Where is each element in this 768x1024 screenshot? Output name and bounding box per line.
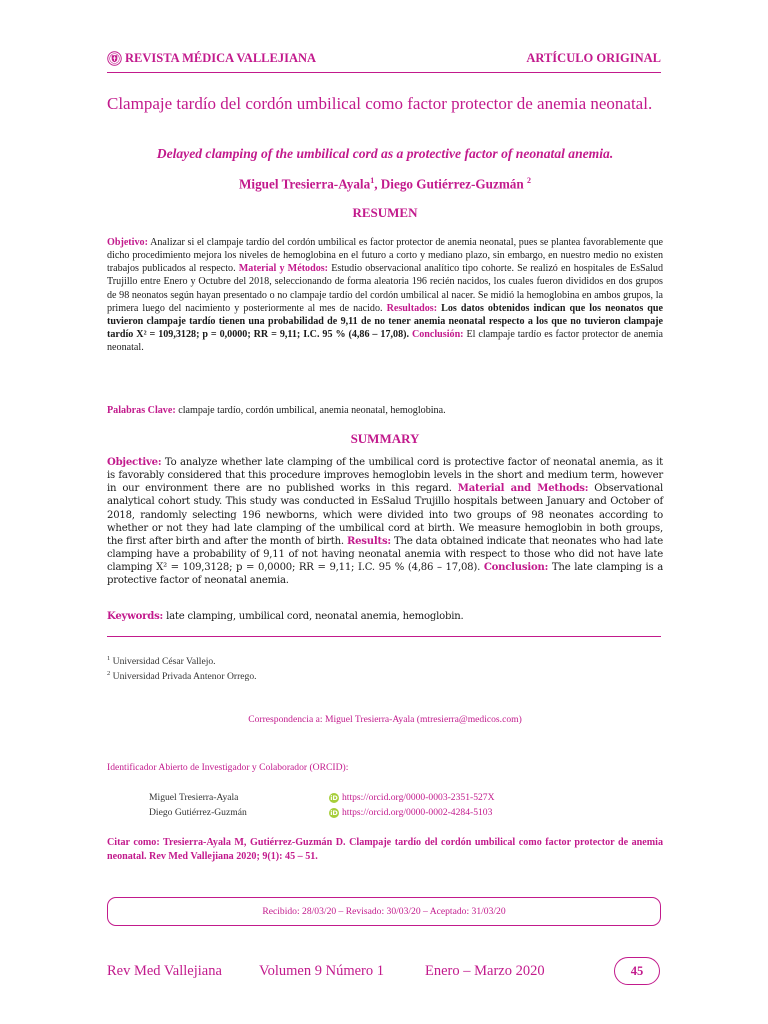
correspondence: Correspondencia a: Miguel Tresierra-Ayala (mtresierra@medicos.com)	[248, 714, 522, 725]
header-divider	[107, 72, 661, 73]
article-title-spanish: Clampaje tardío del cordón umbilical como factor protector de anemia neonatal.	[107, 94, 653, 113]
methods-text: Observational analytical cohort study. This study was conducted in EsSalud Trujillo hospitals between January and October of 2018, randomly selecting 196 newborns, which were divided into two groups of 98 neonates according to whether or not they had late clamping of the umbilical cord at birth. We measure hemoglobin in both groups, the first after birth and after the month of birth.	[107, 483, 663, 547]
affiliation-text: Universidad César Vallejo.	[110, 656, 216, 668]
journal-seal-icon	[107, 51, 122, 66]
footer-journal: Rev Med Vallejiana	[107, 962, 222, 979]
material-label: Material y Métodos:	[238, 263, 329, 275]
results-label: Results:	[346, 535, 391, 547]
orcid-icon: iD	[330, 793, 338, 802]
affiliation-mark: 1	[107, 655, 111, 662]
footer-volume: Volumen 9 Número 1	[259, 962, 384, 979]
author-name: Miguel Tresierra-Ayala	[238, 176, 371, 192]
objetivo-label: Objetivo:	[107, 237, 148, 248]
author-name: Diego Gutiérrez-Guzmán	[380, 176, 524, 192]
keywords	[107, 610, 663, 623]
palabras-clave-label: Palabras Clave:	[107, 405, 176, 416]
author-list	[107, 176, 663, 192]
objetivo-text: Analizar si el clampaje tardío del cordón umbilical es factor protector de anemia neonatal, pues se plantea favorablemente que dicho procedimiento mejora los niveles de hemoglobina en el futuro a corto y mediano plazo, sin embargo, en nuestro medio no existen trabajos publicados al respecto.	[107, 237, 663, 275]
conclusion-text-en: The late clamping is a protective factor of neonatal anemia.	[107, 562, 663, 587]
orcid-link[interactable]	[329, 807, 492, 818]
dates-box	[107, 897, 661, 926]
orcid-url[interactable]: https://orcid.org/0000-0003-2351-527X	[342, 792, 495, 803]
affiliation-mark: 2	[107, 670, 111, 677]
author-affiliation-mark: 1	[370, 176, 375, 185]
resumen-body	[107, 236, 663, 354]
page-number: 45	[614, 957, 660, 985]
objective-label: Objective:	[107, 457, 162, 468]
section-divider	[107, 636, 661, 637]
affiliation-2	[107, 670, 257, 682]
page-footer	[107, 960, 663, 982]
conclusion-label: Conclusión:	[411, 329, 464, 341]
affiliation-text: Universidad Privada Antenor Orrego.	[110, 671, 257, 683]
affiliation-1	[107, 655, 216, 667]
orcid-link[interactable]	[329, 792, 495, 803]
summary-body	[107, 456, 663, 588]
author-separator: ,	[374, 176, 381, 192]
orcid-heading: Identificador Abierto de Investigador y Colaborador (ORCID):	[107, 762, 349, 773]
orcid-author-name: Diego Gutiérrez-Guzmán	[149, 807, 247, 818]
journal-title: REVISTA MÉDICA VALLEJIANA	[125, 50, 317, 65]
citation: Citar como: Tresierra-Ayala M, Gutiérrez-Guzmán D. Clampaje tardío del cordón umbilical como factor protector de anemia neonatal. Rev Med Vallejiana 2020; 9(1): 45 – 51.	[107, 837, 663, 862]
submission-dates: Recibido: 28/03/20 – Revisado: 30/03/20 – Aceptado: 31/03/20	[262, 906, 506, 917]
footer-period: Enero – Marzo 2020	[425, 962, 545, 979]
results-text: The data obtained indicate that neonates who had late clamping have a probability of 9,11 of not having neonatal anemia with respect to those who did not have late clamping X² = 109,3128; p = 0,0000; RR = 9,11; I.C. 95 % (4,86 – 17,08).	[107, 535, 663, 574]
material-text: Estudio observacional analítico tipo cohorte. Se realizó en hospitales de EsSalud Trujillo entre Enero y Octubre del 2018, seleccionando de forma aleatoria 196 recién nacidos, los cuales fueron divididos en dos grupos de 98 neonatos según hayan presentado o no clampaje tardío del cordón umbilical al nacer. Se midió la hemoglobina en ambos grupos, la primera luego del nacimiento y posteriormente al mes de nacido.	[107, 263, 663, 314]
summary-heading: SUMMARY	[350, 431, 420, 446]
resultados-text: Los datos obtenidos indican que los neonatos que tuvieron clampaje tardío tienen una probabilidad de 9,11 de no tener anemia neonatal respecto a los que no tuvieron clampaje tardío X² = 109,3128; p = 0,0000; RR = 9,11; I.C. 95 % (4,86 – 17,08).	[107, 302, 664, 341]
article-title-english: Delayed clamping of the umbilical cord as a protective factor of neonatal anemia.	[156, 146, 614, 161]
orcid-icon: iD	[330, 808, 338, 817]
author-affiliation-mark: 2	[527, 176, 532, 185]
keywords-text: late clamping, umbilical cord, neonatal anemia, hemoglobin.	[163, 611, 464, 622]
objective-text: To analyze whether late clamping of the umbilical cord is protective factor of neonatal anemia, as it is favorably considered that this procedure improves hemoglobin levels in the short and medium term, however in our environment there are no published works in this regard.	[107, 457, 663, 495]
keywords-label: Keywords:	[107, 611, 164, 622]
palabras-clave-text: clampaje tardío, cordón umbilical, anemia neonatal, hemoglobina.	[175, 405, 446, 416]
running-header	[107, 46, 661, 70]
conclusion-label-en: Conclusion:	[483, 562, 549, 574]
resumen-heading: RESUMEN	[352, 205, 418, 220]
article-type: ARTÍCULO ORIGINAL	[526, 50, 661, 65]
resultados-label: Resultados:	[386, 302, 438, 314]
journal-name	[107, 51, 316, 66]
orcid-author-name: Miguel Tresierra-Ayala	[149, 792, 239, 803]
conclusion-text: El clampaje tardío es factor protector de anemia neonatal.	[107, 329, 663, 354]
orcid-url[interactable]: https://orcid.org/0000-0002-4284-5103	[342, 807, 493, 818]
palabras-clave	[107, 404, 663, 417]
methods-label: Material and Methods:	[457, 483, 589, 495]
